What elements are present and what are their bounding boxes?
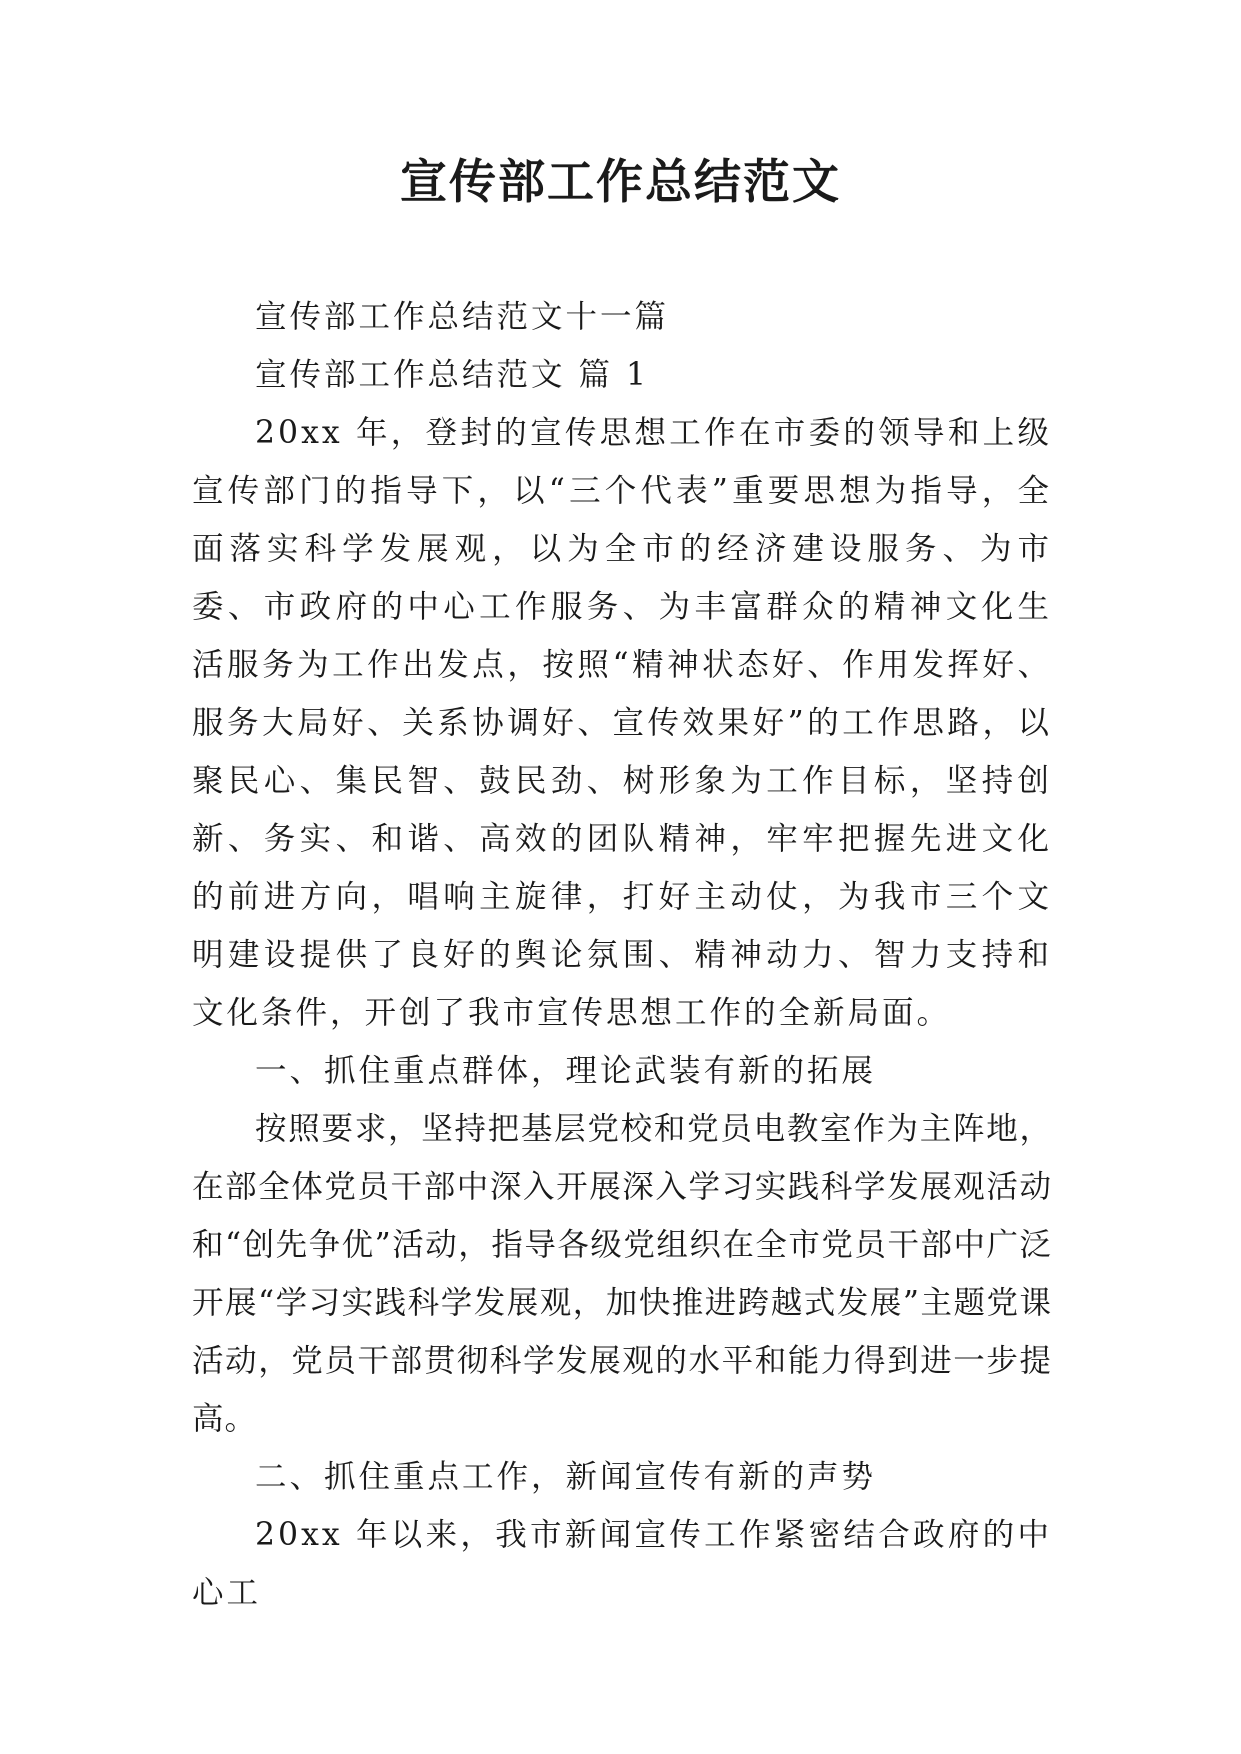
section-label: 宣传部工作总结范文 篇 1 [255, 357, 650, 393]
paragraph-intro: 20xx 年，登封的宣传思想工作在市委的领导和上级宣传部门的指导下，以“三个代表”重要思想为指导，全面落实科学发展观，以为全市的经济建设服务、为市委、市政府的中心工作服务、为丰富群众的精神文化生活服务为工作出发点，按照“精神状态好、作用发挥好、服务大局好、关系协调好、宣传效果好”的工作思路，以聚民心、集民智、鼓民劲、树形象为工作目标，坚持创新、务实、和谐、高效的团队精神，牢牢把握先进文化的前进方向，唱响主旋律，打好主动仗，为我市三个文明建设提供了良好的舆论氛围、精神动力、智力支持和文化条件，开创了我市宣传思想工作的全新局面。 [192, 415, 1052, 1031]
document-subtitle: 宣传部工作总结范文十一篇 [255, 299, 670, 335]
heading-section-1: 一、抓住重点群体，理论武装有新的拓展 [255, 1053, 877, 1089]
paragraph-section-1: 按照要求，坚持把基层党校和党员电教室作为主阵地，在部全体党员干部中深入开展深入学习实践科学发展观活动和“创先争优”活动，指导各级党组织在全市党员干部中广泛开展“学习实践科学发展观，加快推进跨越式发展”主题党课活动，党员干部贯彻科学发展观的水平和能力得到进一步提高。 [192, 1111, 1052, 1437]
paragraph-section-2: 20xx 年以来，我市新闻宣传工作紧密结合政府的中心工 [192, 1517, 1052, 1611]
document-title: 宣传部工作总结范文 [400, 155, 841, 210]
document-body [192, 288, 1052, 1622]
heading-section-2: 二、抓住重点工作，新闻宣传有新的声势 [255, 1459, 877, 1495]
